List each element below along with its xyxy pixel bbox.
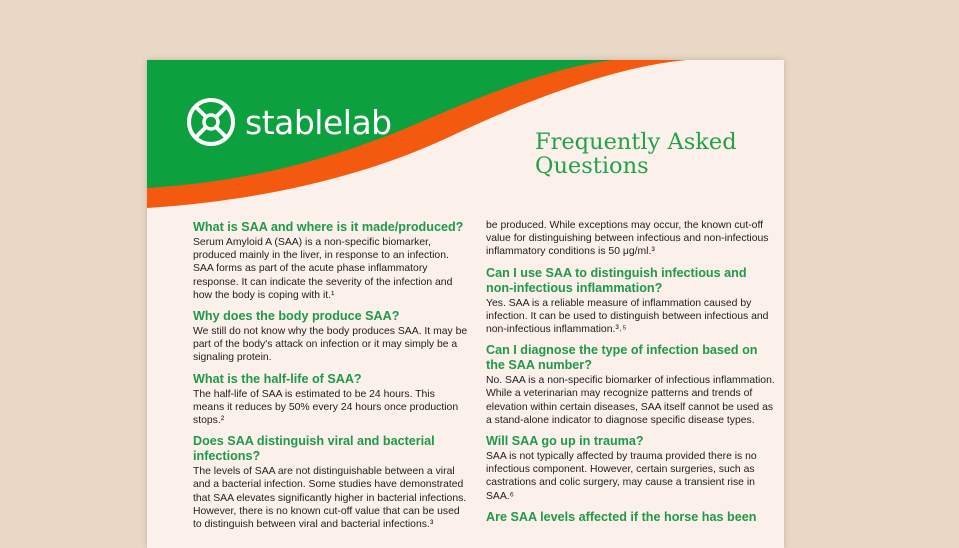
stablelab-logo-icon xyxy=(185,96,237,148)
answer-text: Yes. SAA is a reliable measure of inflammation caused by infection. It can be used to distinguish between infectious and non-infectious inflammation.³˒⁵ xyxy=(486,297,769,336)
answer-text: SAA is not typically affected by trauma provided there is no infectious component. However, certain surgeries, such as castrations and colic surgery, may cause a transient rise in SAA.⁶ xyxy=(486,451,757,502)
question-heading: Does SAA distinguish viral and bacterial infections? xyxy=(193,434,435,464)
answer-text: The half-life of SAA is estimated to be 24 hours. This means it reduces by 50% every 24 hours once production stops.² xyxy=(193,388,459,427)
faq-document xyxy=(147,60,784,548)
logo-wordmark: stablelab xyxy=(245,102,392,142)
question-heading: Are SAA levels affected if the horse has been xyxy=(486,509,757,524)
answer-text: Serum Amyloid A (SAA) is a non-specific biomarker, produced mainly in the liver, in response to an infection. SAA forms as part of the acute phase inflammatory response. It can indicate the severity of the infection and how the body is coping with it.¹ xyxy=(193,237,453,301)
right-column xyxy=(486,219,776,525)
question-heading: What is SAA and where is it made/produced? xyxy=(193,220,464,234)
question-heading: What is the half-life of SAA? xyxy=(193,371,362,386)
question-heading: Can I use SAA to distinguish infectious and non-infectious inflammation? xyxy=(486,265,747,295)
left-column xyxy=(193,220,468,538)
answer-text: The levels of SAA are not distinguishable between a viral and a bacterial infection. Some studies have demonstrated that SAA elevates significantly higher in bacterial infections. However, there is no known cut-off value that can be used to distinguish between viral and bacterial infections.³ xyxy=(193,466,467,531)
answer-continuation: be produced. While exceptions may occur, the known cut-off value for distinguishing between infectious and non-infectious inflammatory conditions is 50 μg/ml.³ xyxy=(486,220,769,258)
question-heading: Will SAA go up in trauma? xyxy=(486,434,644,449)
answer-text: No. SAA is a non-specific biomarker of infectious inflammation. While a veterinarian may recognize patterns and trends of elevation within certain diseases, SAA itself cannot be used as a stand-alone indicator to diagnose specific disease types. xyxy=(486,375,775,426)
question-heading: Can I diagnose the type of infection based on the SAA number? xyxy=(486,343,758,373)
answer-text: We still do not know why the body produces SAA. It may be part of the body's attack on infection or it may simply be a signaling protein. xyxy=(193,326,468,364)
page-title: Frequently Asked Questions xyxy=(535,129,737,179)
stablelab-logo xyxy=(185,96,392,148)
question-heading: Why does the body produce SAA? xyxy=(193,309,400,324)
